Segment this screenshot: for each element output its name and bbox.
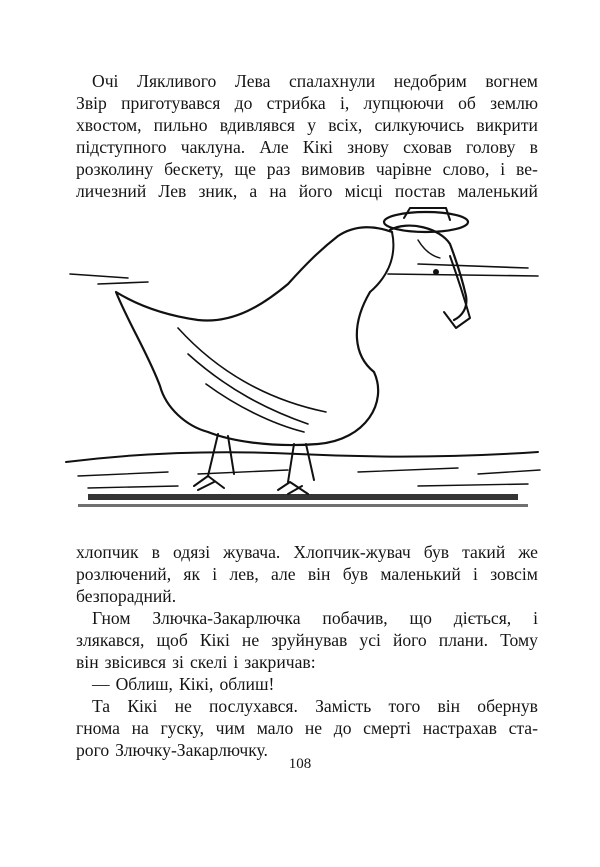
text-line: підступного чаклуна. Але Кікі знову сховав голову в <box>76 137 538 157</box>
text-line: личезний Лев зник, а на його місці постав маленький <box>76 181 538 201</box>
text-line: рого Злючку-Закарлючку. <box>76 740 268 760</box>
text-line: безпорадний. <box>76 586 177 606</box>
text-line: Гном Злючка-Закарлючка побачив, що діється, і <box>92 608 538 628</box>
page-number: 108 <box>288 756 312 772</box>
text-line: розколину бескету, ще раз вимовив чарівне слово, і ве- <box>76 159 538 179</box>
text-line: хвостом, пильно вдивлявся у всіх, силкуючись викрити <box>76 115 538 135</box>
text-line: злякався, щоб Кікі не зруйнував усі його плани. Тому <box>76 630 538 650</box>
text-line: гнома на гуску, чим мало не до смерті настрахав ста- <box>76 718 538 738</box>
text-line: хлопчик в одязі жувача. Хлопчик-жувач був такий же <box>76 542 538 562</box>
text-line: — Облиш, Кікі, облиш! <box>92 674 275 694</box>
text-line: Звір приготувався до стрибка і, лупцюючи об землю <box>76 93 538 113</box>
goose-illustration <box>58 204 548 530</box>
text-line: Очі Лякливого Лева спалахнули недобрим вогнем <box>92 71 538 91</box>
text-line: Та Кікі не послухався. Замість того він обернув <box>92 696 538 716</box>
text-line: він звісився зі скелі і закричав: <box>76 652 316 672</box>
text-line: розлючений, як і лев, але він був маленький і зовсім <box>76 564 538 584</box>
